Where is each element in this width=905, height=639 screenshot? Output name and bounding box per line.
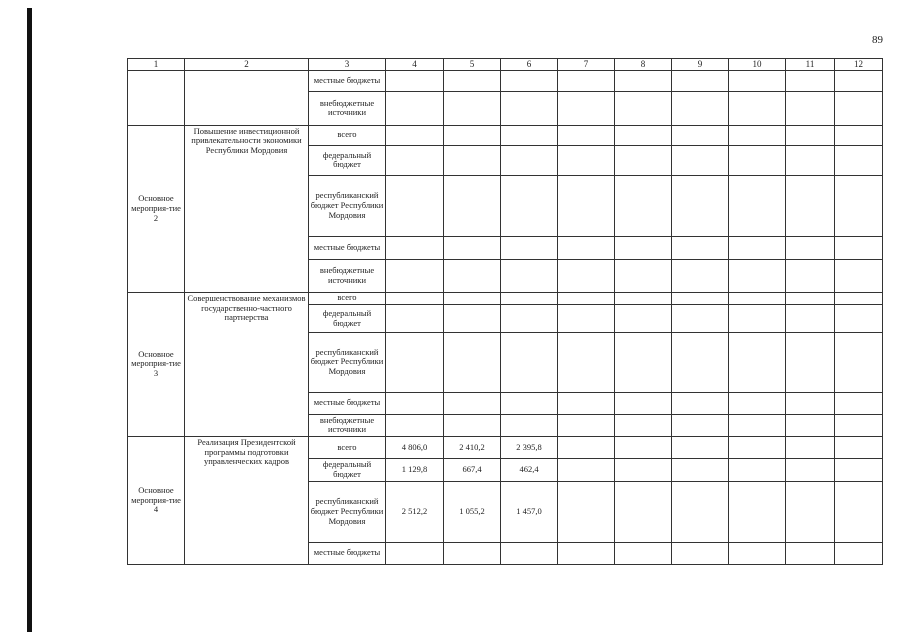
empty-cell	[729, 333, 786, 392]
empty-cell	[835, 71, 883, 92]
empty-cell	[558, 482, 615, 542]
column-header: 11	[786, 59, 835, 71]
empty-cell	[615, 71, 672, 92]
amount-cell	[501, 304, 558, 332]
amount-cell	[386, 333, 444, 392]
amount-cell	[501, 333, 558, 392]
empty-cell	[729, 237, 786, 259]
amount-cell	[444, 414, 501, 436]
measure-title: Повышение инвестиционной привлекательности экономики Республики Мордовия	[185, 125, 309, 292]
empty-cell	[558, 414, 615, 436]
empty-cell	[835, 92, 883, 125]
amount-cell	[501, 292, 558, 304]
empty-cell	[615, 436, 672, 458]
measure-name: Основное мероприя-тие 4	[128, 436, 185, 564]
empty-cell	[558, 542, 615, 564]
empty-cell	[729, 175, 786, 236]
empty-cell	[786, 92, 835, 125]
amount-cell	[386, 414, 444, 436]
empty-cell	[558, 125, 615, 145]
empty-cell	[786, 333, 835, 392]
empty-cell	[672, 292, 729, 304]
funding-source: федеральный бюджет	[309, 145, 386, 175]
empty-cell	[786, 436, 835, 458]
amount-cell	[444, 125, 501, 145]
funding-source: республиканский бюджет Республики Мордовия	[309, 482, 386, 542]
empty-cell	[615, 542, 672, 564]
empty-cell	[672, 237, 729, 259]
amount-cell	[444, 259, 501, 292]
budget-table	[127, 58, 883, 565]
empty-cell	[672, 459, 729, 482]
empty-cell	[558, 459, 615, 482]
funding-source: республиканский бюджет Республики Мордовия	[309, 175, 386, 236]
empty-cell	[615, 125, 672, 145]
empty-cell	[558, 71, 615, 92]
empty-cell	[835, 436, 883, 458]
amount-cell	[444, 71, 501, 92]
amount-cell	[444, 333, 501, 392]
empty-cell	[558, 436, 615, 458]
column-header: 4	[386, 59, 444, 71]
empty-cell	[615, 237, 672, 259]
table-row	[128, 71, 883, 92]
scan-edge-bar	[27, 8, 32, 632]
column-header: 2	[185, 59, 309, 71]
amount-cell	[444, 292, 501, 304]
empty-cell	[558, 237, 615, 259]
table-row	[128, 436, 883, 458]
measure-name-cell	[128, 71, 185, 125]
empty-cell	[835, 333, 883, 392]
funding-source: местные бюджеты	[309, 237, 386, 259]
column-header: 7	[558, 59, 615, 71]
amount-cell	[501, 71, 558, 92]
empty-cell	[835, 175, 883, 236]
amount-cell: 4 806,0	[386, 436, 444, 458]
amount-cell	[386, 175, 444, 236]
empty-cell	[786, 175, 835, 236]
measure-title-cell	[185, 71, 309, 125]
empty-cell	[786, 414, 835, 436]
empty-cell	[615, 482, 672, 542]
empty-cell	[786, 71, 835, 92]
empty-cell	[786, 145, 835, 175]
empty-cell	[729, 482, 786, 542]
empty-cell	[835, 145, 883, 175]
empty-cell	[729, 92, 786, 125]
amount-cell	[444, 237, 501, 259]
measure-title: Реализация Президентской программы подготовки управленческих кадров	[185, 436, 309, 564]
empty-cell	[558, 259, 615, 292]
amount-cell: 462,4	[501, 459, 558, 482]
amount-cell: 1 055,2	[444, 482, 501, 542]
amount-cell	[444, 92, 501, 125]
empty-cell	[835, 392, 883, 414]
empty-cell	[786, 392, 835, 414]
funding-source: внебюджетные источники	[309, 414, 386, 436]
column-header: 1	[128, 59, 185, 71]
funding-source: всего	[309, 292, 386, 304]
column-header: 12	[835, 59, 883, 71]
header-row	[128, 59, 883, 71]
amount-cell: 667,4	[444, 459, 501, 482]
empty-cell	[558, 304, 615, 332]
funding-source: федеральный бюджет	[309, 459, 386, 482]
column-header: 3	[309, 59, 386, 71]
measure-title: Совершенствование механизмов государственно-частного партнерства	[185, 292, 309, 436]
empty-cell	[558, 392, 615, 414]
empty-cell	[786, 459, 835, 482]
empty-cell	[672, 482, 729, 542]
empty-cell	[835, 292, 883, 304]
amount-cell	[386, 304, 444, 332]
amount-cell	[501, 237, 558, 259]
empty-cell	[672, 175, 729, 236]
amount-cell	[386, 392, 444, 414]
empty-cell	[835, 304, 883, 332]
empty-cell	[615, 92, 672, 125]
empty-cell	[786, 125, 835, 145]
empty-cell	[672, 333, 729, 392]
empty-cell	[786, 482, 835, 542]
amount-cell	[444, 392, 501, 414]
empty-cell	[729, 542, 786, 564]
amount-cell	[501, 259, 558, 292]
empty-cell	[615, 292, 672, 304]
empty-cell	[835, 459, 883, 482]
amount-cell	[501, 92, 558, 125]
funding-source: республиканский бюджет Республики Мордовия	[309, 333, 386, 392]
amount-cell	[444, 542, 501, 564]
empty-cell	[729, 71, 786, 92]
empty-cell	[672, 392, 729, 414]
amount-cell: 1 129,8	[386, 459, 444, 482]
empty-cell	[672, 92, 729, 125]
amount-cell	[501, 392, 558, 414]
empty-cell	[558, 175, 615, 236]
empty-cell	[729, 292, 786, 304]
empty-cell	[786, 259, 835, 292]
funding-source: федеральный бюджет	[309, 304, 386, 332]
funding-source: внебюджетные источники	[309, 92, 386, 125]
empty-cell	[558, 145, 615, 175]
empty-cell	[672, 145, 729, 175]
table-row	[128, 292, 883, 304]
empty-cell	[729, 392, 786, 414]
amount-cell	[501, 175, 558, 236]
empty-cell	[729, 436, 786, 458]
empty-cell	[729, 259, 786, 292]
amount-cell	[386, 237, 444, 259]
empty-cell	[835, 542, 883, 564]
column-header: 9	[672, 59, 729, 71]
empty-cell	[786, 237, 835, 259]
empty-cell	[672, 71, 729, 92]
funding-source: местные бюджеты	[309, 71, 386, 92]
empty-cell	[615, 259, 672, 292]
empty-cell	[615, 175, 672, 236]
empty-cell	[672, 304, 729, 332]
measure-name: Основное мероприя-тие 3	[128, 292, 185, 436]
amount-cell: 1 457,0	[501, 482, 558, 542]
amount-cell	[386, 145, 444, 175]
measure-name: Основное мероприя-тие 2	[128, 125, 185, 292]
amount-cell	[386, 259, 444, 292]
empty-cell	[786, 304, 835, 332]
page-number: 89	[872, 34, 883, 46]
amount-cell: 2 395,8	[501, 436, 558, 458]
amount-cell	[501, 414, 558, 436]
amount-cell	[444, 175, 501, 236]
empty-cell	[786, 542, 835, 564]
empty-cell	[672, 125, 729, 145]
empty-cell	[729, 125, 786, 145]
empty-cell	[835, 125, 883, 145]
empty-cell	[729, 145, 786, 175]
empty-cell	[615, 145, 672, 175]
column-header: 8	[615, 59, 672, 71]
empty-cell	[835, 259, 883, 292]
amount-cell	[444, 145, 501, 175]
empty-cell	[615, 392, 672, 414]
empty-cell	[835, 237, 883, 259]
amount-cell	[386, 542, 444, 564]
amount-cell	[386, 125, 444, 145]
amount-cell	[501, 145, 558, 175]
amount-cell: 2 410,2	[444, 436, 501, 458]
table-row	[128, 125, 883, 145]
empty-cell	[729, 414, 786, 436]
amount-cell	[444, 304, 501, 332]
funding-source: местные бюджеты	[309, 392, 386, 414]
column-header: 5	[444, 59, 501, 71]
empty-cell	[615, 304, 672, 332]
empty-cell	[615, 414, 672, 436]
amount-cell	[386, 292, 444, 304]
empty-cell	[729, 304, 786, 332]
empty-cell	[729, 459, 786, 482]
funding-source: внебюджетные источники	[309, 259, 386, 292]
amount-cell	[501, 125, 558, 145]
empty-cell	[672, 436, 729, 458]
empty-cell	[835, 414, 883, 436]
funding-source: местные бюджеты	[309, 542, 386, 564]
funding-source: всего	[309, 436, 386, 458]
empty-cell	[558, 92, 615, 125]
empty-cell	[786, 292, 835, 304]
empty-cell	[672, 414, 729, 436]
empty-cell	[672, 259, 729, 292]
empty-cell	[672, 542, 729, 564]
empty-cell	[835, 482, 883, 542]
empty-cell	[615, 333, 672, 392]
column-header: 10	[729, 59, 786, 71]
amount-cell	[386, 71, 444, 92]
amount-cell	[501, 542, 558, 564]
funding-source: всего	[309, 125, 386, 145]
amount-cell: 2 512,2	[386, 482, 444, 542]
empty-cell	[558, 292, 615, 304]
empty-cell	[558, 333, 615, 392]
amount-cell	[386, 92, 444, 125]
column-header: 6	[501, 59, 558, 71]
empty-cell	[615, 459, 672, 482]
